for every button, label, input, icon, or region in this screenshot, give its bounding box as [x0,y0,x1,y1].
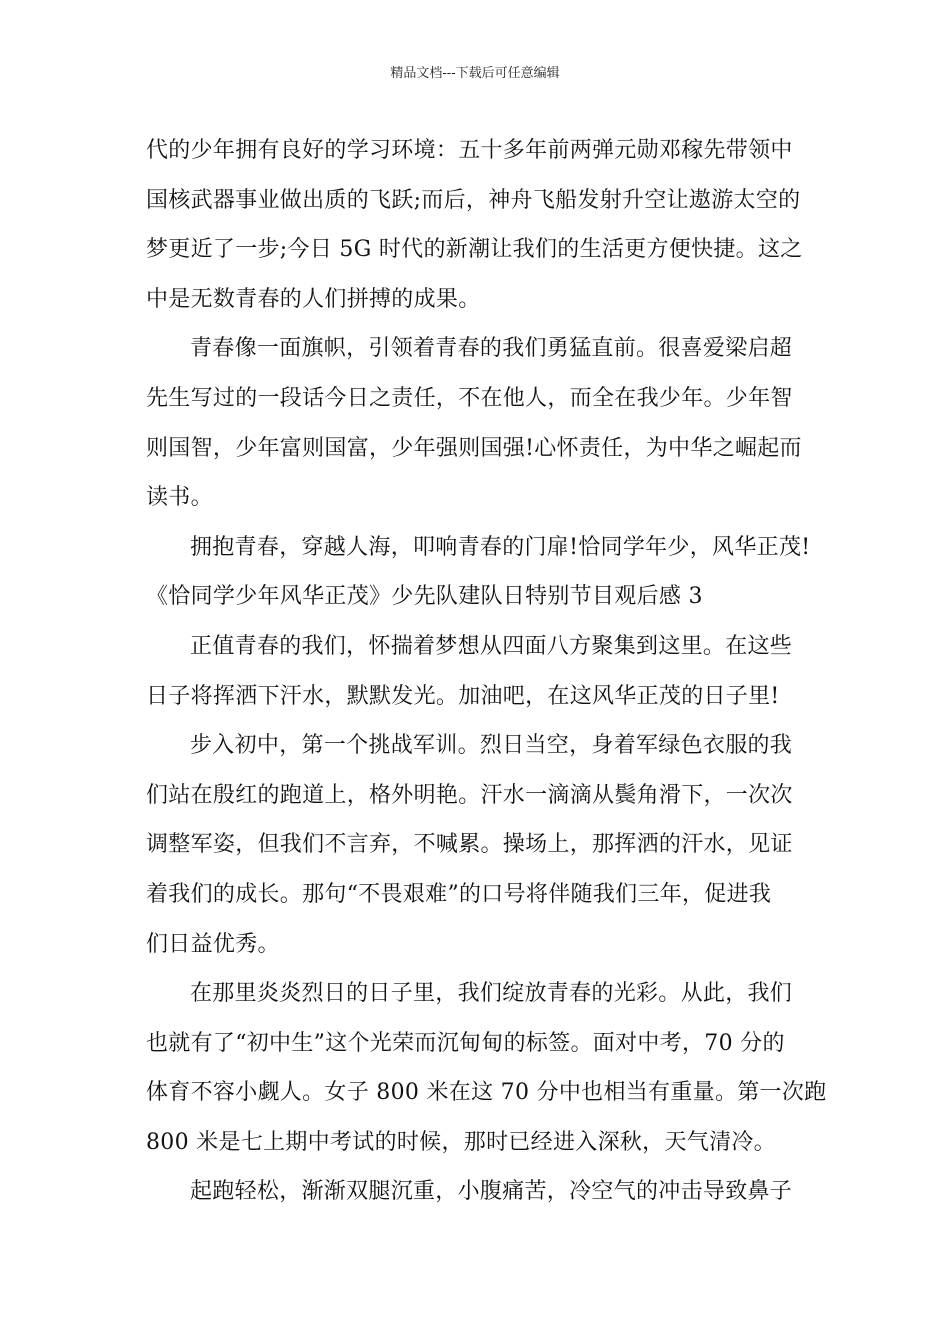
text-line: 调整军姿，但我们不言弃，不喊累。操场上，那挥洒的汗水，见证 [146,832,793,858]
text-line: 则国智，少年富则国富，少年强则国强!心怀责任，为中华之崛起而 [146,435,802,461]
text-line: 体育不容小觑人。女子 800 米在这 70 分中也相当有重量。第一次跑 [146,1080,827,1106]
text-line: 读书。 [146,485,213,511]
text-line: 拥抱青春，穿越人海，叩响青春的门扉!恰同学年少，风华正茂! [190,534,811,560]
text-line: 着我们的成长。那句“不畏艰难”的口号将伴随我们三年，促进我 [146,881,772,907]
section-title: 《恰同学少年风华正茂》少先队建队日特别节目观后感 3 [146,584,703,610]
text-line: 日子将挥洒下汗水，默默发光。加油吧，在这风华正茂的日子里! [146,683,780,709]
text-line: 在那里炎炎烈日的日子里，我们绽放青春的光彩。从此，我们 [190,981,793,1007]
text-line: 起跑轻松，渐渐双腿沉重，小腹痛苦，冷空气的冲击导致鼻子 [190,1179,793,1205]
page-header: 精品文档---下载后可任意编辑 [390,66,560,81]
text-line: 先生写过的一段话今日之责任，不在他人，而全在我少年。少年智 [146,385,793,411]
text-line: 也就有了“初中生”这个光荣而沉甸甸的标签。面对中考，70 分的 [146,1030,785,1056]
text-line: 梦更近了一步;今日 5G 时代的新潮让我们的生活更方便快捷。这之 [146,237,803,263]
text-line: 正值青春的我们，怀揣着梦想从四面八方聚集到这里。在这些 [190,633,793,659]
text-line: 们站在殷红的跑道上，格外明艳。汗水一滴滴从鬓角滑下，一次次 [146,782,793,808]
text-line: 们日益优秀。 [146,931,280,957]
body-text [146,126,827,1217]
text-line: 青春像一面旗帜，引领着青春的我们勇猛直前。很喜爱梁启超 [190,336,793,362]
text-line: 步入初中，第一个挑战军训。烈日当空，身着军绿色衣服的我 [190,733,793,759]
text-line: 800 米是七上期中考试的时候，那时已经进入深秋，天气清冷。 [146,1129,776,1155]
text-line: 中是无数青春的人们拼搏的成果。 [146,286,481,312]
text-line: 代的少年拥有良好的学习环境：五十多年前两弹元勋邓稼先带领中 [146,138,793,163]
text-line: 国核武器事业做出质的飞跃;而后，神舟飞船发射升空让遨游太空的 [146,187,801,213]
